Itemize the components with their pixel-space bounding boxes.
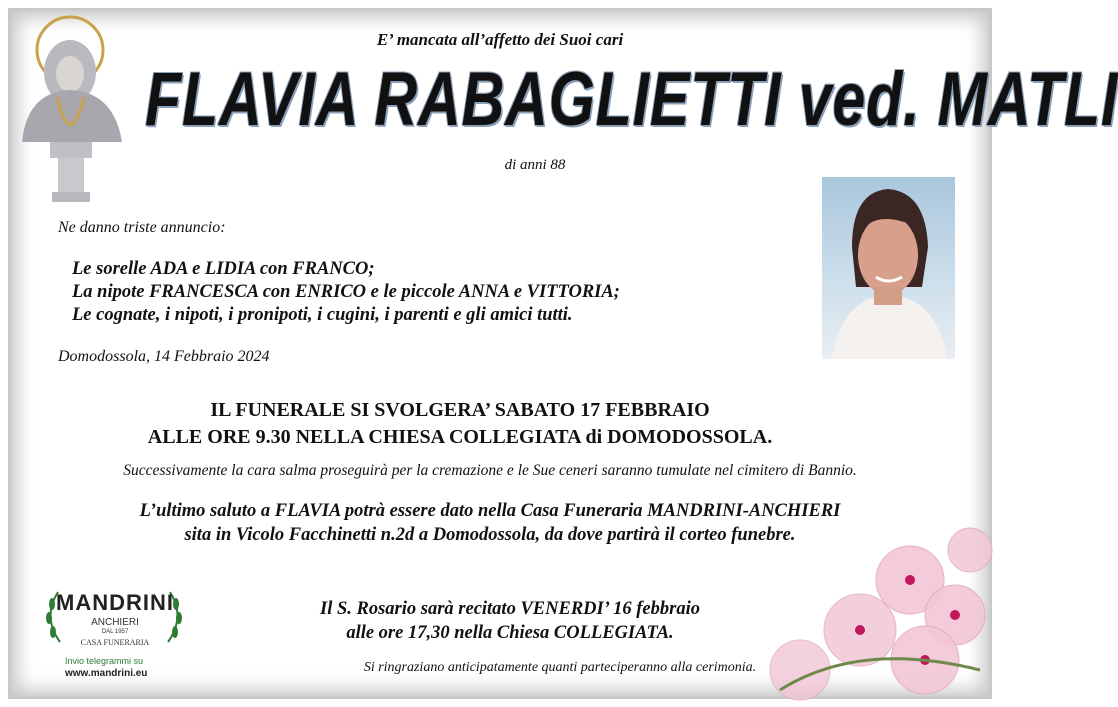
funeral-line: IL FUNERALE SI SVOLGERA’ SABATO 17 FEBBRAIO: [210, 399, 710, 421]
logo-sub: ANCHIERI: [91, 617, 139, 628]
place-date: Domodossola, 14 Febbraio 2024: [58, 348, 270, 365]
funeral-home-logo: [40, 582, 195, 682]
logo-website[interactable]: www.mandrini.eu: [65, 668, 148, 679]
logo-telegram: Invio telegrammi su: [65, 656, 144, 666]
deceased-name: FLAVIA RABAGLIETTI ved. MATLI: [145, 57, 1118, 142]
farewell-line: sita in Vicolo Facchinetti n.2d a Domodossola, da dove partirà il corteo funebre.: [184, 525, 796, 545]
funeral-info: [0, 397, 920, 451]
family-line: Le cognate, i nipoti, i pronipoti, i cugini, i parenti e gli amici tutti.: [72, 305, 573, 325]
rosary-info: [200, 597, 820, 645]
announce-text: Ne danno triste annuncio:: [58, 219, 226, 236]
intro-text: E’ mancata all’affetto dei Suoi cari: [376, 30, 624, 49]
farewell-line: L’ultimo saluto a FLAVIA potrà essere dato nella Casa Funeraria MANDRINI-ANCHIERI: [139, 501, 841, 521]
logo-since: DAL 1957: [101, 629, 129, 635]
age-text: di anni 88: [504, 157, 566, 173]
portrait-photo: [822, 177, 955, 359]
family-line: La nipote FRANCESCA con ENRICO e le piccole ANNA e VITTORIA;: [72, 282, 620, 302]
rosary-line: alle ore 17,30 nella Chiesa COLLEGIATA.: [346, 623, 674, 643]
logo-type: CASA FUNERARIA: [80, 638, 150, 647]
logo-brand: MANDRINI: [56, 590, 174, 615]
family-line: Le sorelle ADA e LIDIA con FRANCO;: [72, 259, 375, 279]
cremation-note: Successivamente la cara salma proseguirà per la cremazione e le Sue ceneri saranno tumulate nel cimitero di Bannio.: [123, 462, 857, 479]
family-list: [72, 258, 620, 327]
rosary-line: Il S. Rosario sarà recitato VENERDI’ 16 febbraio: [320, 599, 700, 619]
funeral-line: ALLE ORE 9.30 NELLA CHIESA COLLEGIATA di DOMODOSSOLA.: [147, 426, 773, 448]
thanks-text: Si ringraziano anticipatamente quanti parteciperanno alla cerimonia.: [363, 660, 757, 675]
